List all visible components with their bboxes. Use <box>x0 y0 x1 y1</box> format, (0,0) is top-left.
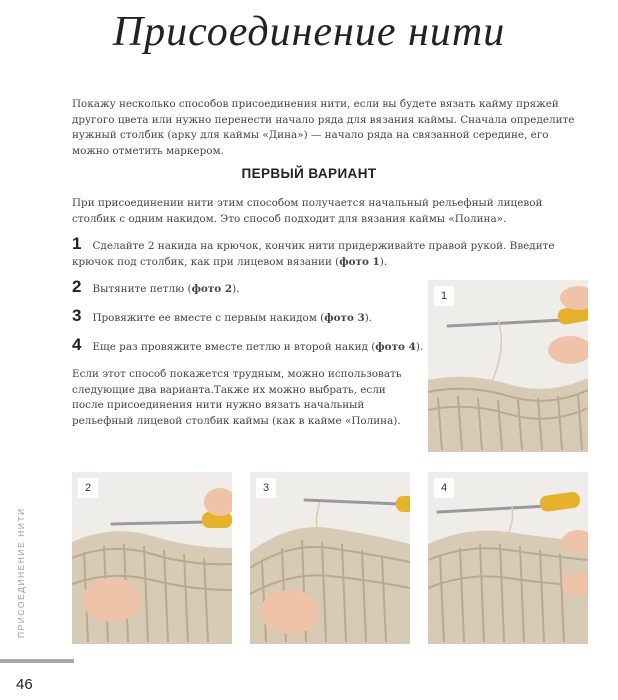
photo-3 <box>250 472 410 644</box>
note-paragraph: Если этот способ покажется трудным, можно использовать следующие два варианта.Также их можно выбрать, если после присоединения нити нужно вязать начальный рельефный лицевой столбик каймы (как в кайме «Полина). <box>72 368 402 427</box>
page-title: Присоединение нити <box>112 9 506 55</box>
step-2: 2 Вытяните петлю (фото 2). <box>72 277 240 296</box>
step-text: Вытяните петлю ( <box>92 283 192 295</box>
step-3: 3 Провяжите ее вместе с первым накидом (фото 3). <box>72 306 373 325</box>
photo-reference: фото 3 <box>324 312 365 324</box>
photo-4 <box>428 472 588 644</box>
step-1: 1 Сделайте 2 накида на крючок, кончик нити придерживайте правой рукой. Введите крючок под столбик, как при лицевом вязании (фото 1). <box>72 234 555 268</box>
step-number: 1 <box>72 234 82 253</box>
photo-reference: фото 2 <box>191 283 233 295</box>
step-number: 3 <box>72 306 82 325</box>
step-text: Еще раз провяжите вместе петлю и второй накид ( <box>92 341 376 353</box>
photo-2 <box>72 472 232 644</box>
photo-label: 4 <box>434 478 454 498</box>
page-number: 46 <box>16 676 33 693</box>
section-heading: ПЕРВЫЙ ВАРИАНТ <box>241 166 377 181</box>
photo-label: 2 <box>78 478 98 498</box>
photo-reference: фото 1 <box>339 256 380 268</box>
step-text: Сделайте 2 накида на крючок, кончик нити придерживайте правой рукой. Введите крючок под столбик, как при лицевом вязании ( <box>72 240 555 268</box>
intro-paragraph: Покажу несколько способов присоединения нити, если вы будете вязать кайму пряжей другого цвета или нужно перенести начало ряда для вязания каймы. Сначала определите нужный столбик (арку для каймы «Дина») — начало ряда на связанной середине, его можно отметить маркером. <box>72 98 575 157</box>
photo-label: 1 <box>434 286 454 306</box>
photo-reference: фото 4 <box>375 341 416 353</box>
lead-paragraph: При присоединении нити этим способом получается начальный рельефный лицевой столбик с одним накидом. Это способ подходит для вязания каймы «Полина». <box>72 197 543 225</box>
photo-1 <box>428 280 588 452</box>
step-number: 4 <box>72 335 82 354</box>
step-number: 2 <box>72 277 82 296</box>
photo-label: 3 <box>256 478 276 498</box>
step-text: Провяжите ее вместе с первым накидом ( <box>92 312 325 324</box>
side-running-header: ПРИСОЕДИНЕНИЕ НИТИ <box>16 507 26 638</box>
step-4: 4 Еще раз провяжите вместе петлю и второй накид (фото 4). <box>72 335 424 354</box>
footer-rule <box>0 659 74 663</box>
